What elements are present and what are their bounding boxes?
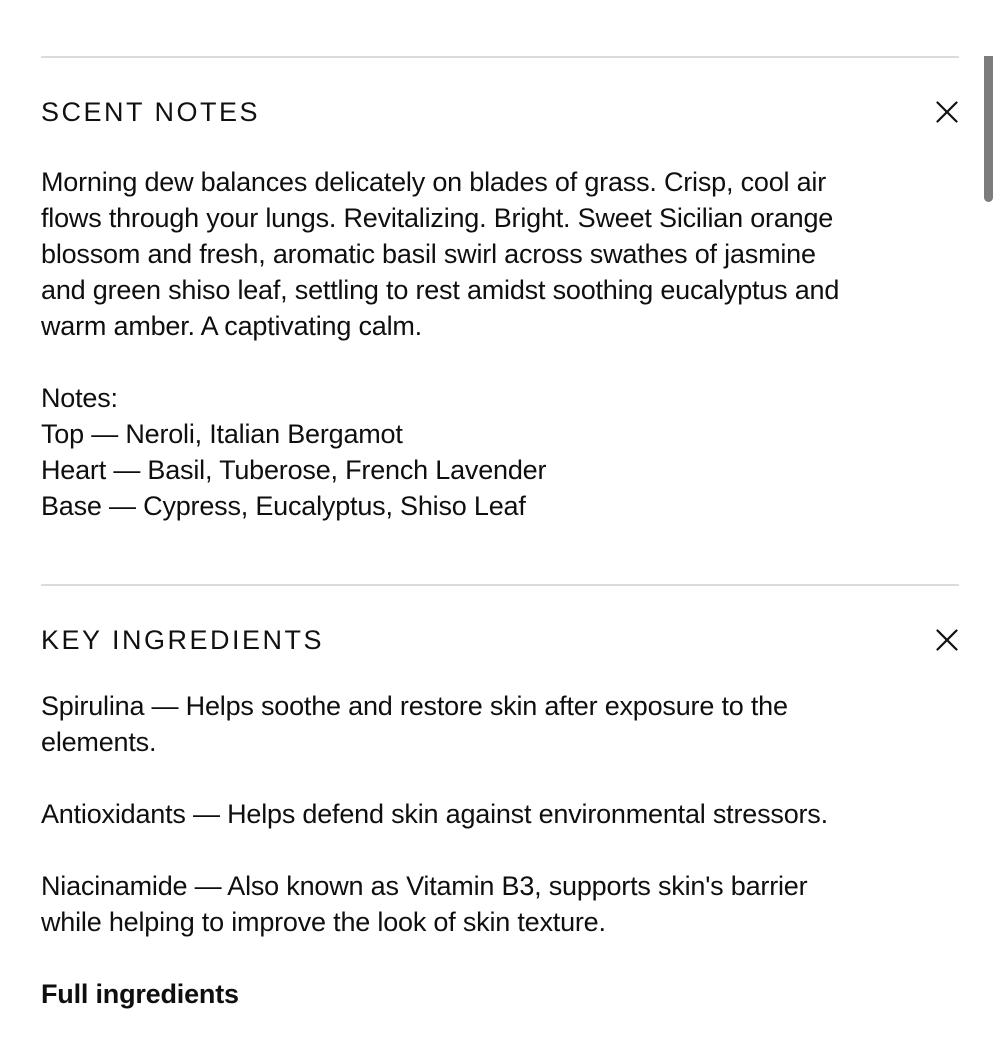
text-line: Antioxidants — Helps defend skin against environmental stressors. — [41, 799, 828, 829]
section-divider — [41, 56, 959, 58]
ingredient-spirulina — [41, 688, 959, 760]
text-line: Morning dew balances delicately on blades of grass. Crisp, cool air — [41, 167, 827, 197]
key-ingredients-header — [41, 624, 959, 656]
text-line: Spirulina — Helps soothe and restore skin after exposure to the — [41, 691, 788, 721]
section-scent-notes — [41, 96, 959, 524]
scent-notes-close-button[interactable] — [935, 100, 959, 124]
text-line: elements. — [41, 727, 157, 757]
scent-notes-list — [41, 380, 959, 524]
text-line: while helping to improve the look of skin texture. — [41, 907, 606, 937]
note-top: Top — Neroli, Italian Bergamot — [41, 419, 403, 449]
scent-notes-header — [41, 96, 959, 128]
ingredient-niacinamide — [41, 868, 959, 940]
scrollbar-thumb[interactable] — [984, 56, 993, 202]
key-ingredients-title: KEY INGREDIENTS — [41, 625, 325, 655]
text-line: Full ingredients — [41, 979, 239, 1009]
text-line: Niacinamide — Also known as Vitamin B3, supports skin's barrier — [41, 871, 808, 901]
full-ingredients-label — [41, 976, 959, 1012]
panel-content — [0, 56, 1000, 1012]
close-icon — [936, 101, 958, 123]
section-divider — [41, 584, 959, 586]
text-line: flows through your lungs. Revitalizing. Bright. Sweet Sicilian orange — [41, 203, 834, 233]
key-ingredients-close-button[interactable] — [935, 628, 959, 652]
scent-description — [41, 164, 959, 344]
ingredient-antioxidants — [41, 796, 959, 832]
text-line: and green shiso leaf, settling to rest amidst soothing eucalyptus and — [41, 275, 840, 305]
scent-notes-title: SCENT NOTES — [41, 97, 261, 127]
text-line: warm amber. A captivating calm. — [41, 311, 422, 341]
note-heart: Heart — Basil, Tuberose, French Lavender — [41, 455, 547, 485]
section-key-ingredients — [41, 624, 959, 1012]
notes-label: Notes: — [41, 383, 118, 413]
text-line: blossom and fresh, aromatic basil swirl across swathes of jasmine — [41, 239, 816, 269]
note-base: Base — Cypress, Eucalyptus, Shiso Leaf — [41, 491, 526, 521]
close-icon — [936, 629, 958, 651]
